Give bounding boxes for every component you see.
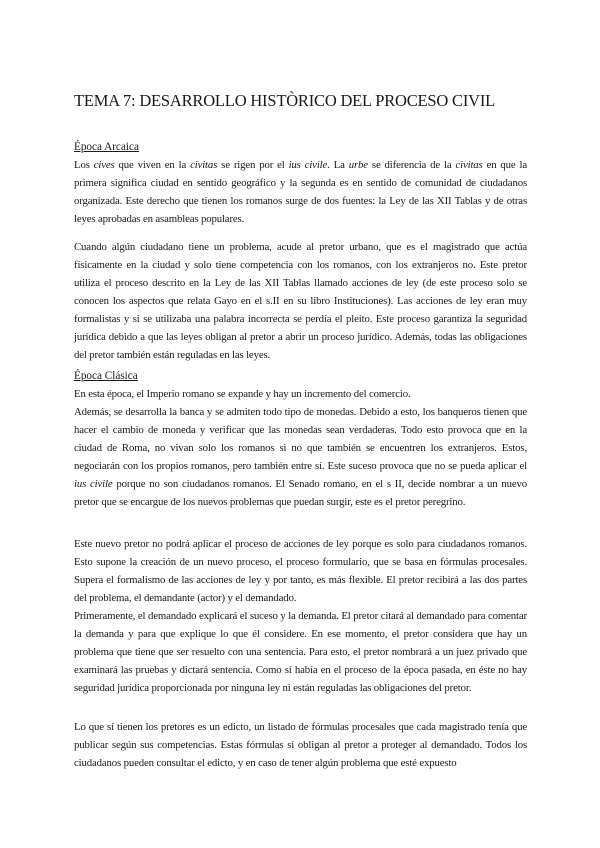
section-epoca-arcaica	[74, 138, 527, 228]
paragraph: Además, se desarrolla la banca y se admiten todo tipo de monedas. Debido a esto, los banqueros tienen que hacer el cambio de moneda y verificar que las monedas sean verdaderas. Todo esto provoca que en la ciudad de Roma, no vivan solo los romanos si no que también se encuentren los extranjeros. Estos, negociarán con los propios romanos, pero también entre sí. Este suceso provoca que no se pueda aplicar el ius civile porque no son ciudadanos romanos. El Senado romano, en el s II, decide nombrar a un nuevo pretor que se encargue de los nuevos problemas que puedan surgir, este es el pretor peregrino.	[74, 406, 527, 508]
paragraph-block	[74, 718, 527, 772]
page-title: TEMA 7: DESARROLLO HISTÒRICO DEL PROCESO CIVIL	[74, 91, 496, 110]
paragraph: En esta época, el Imperio romano se expande y hay un incremento del comercio.	[74, 388, 411, 400]
paragraph: Primeramente, el demandado explicará el suceso y la demanda. El pretor citará al demandado para comentar la demanda y para que explique lo que él considere. En ese momento, el pretor considera que hay un problema que tiene que ser resuelto con una sentencia. Para esto, el pretor nombrará a un juez privado que examinará las pruebas y dictará sentencia. Como sí había en el proceso de la época pasada, en éste no hay seguridad jurídica proporcionada por ninguna ley ni están reguladas las obligaciones del pretor.	[74, 610, 527, 694]
paragraph-block	[74, 238, 527, 364]
paragraph: Este nuevo pretor no podrá aplicar el proceso de acciones de ley porque es solo para ciudadanos romanos. Esto supone la creación de un nuevo proceso, el proceso formulario, que se basa en fórmulas procesales. Supera el formalismo de las acciones de ley y por tanto, es más flexible. El pretor recibirá a las dos partes del problema, el demandante (actor) y el demandado.	[74, 538, 527, 604]
paragraph: Lo que sí tienen los pretores es un edicto, un listado de fórmulas procesales que cada magistrado tenía que publicar según sus competencias. Estas fórmulas sí obligan al pretor a proteger al demandado. Todos los ciudadanos pueden consultar el edicto, y en caso de tener algún problema que esté expuesto	[74, 721, 527, 769]
section-heading: Época Clásica	[74, 370, 138, 382]
section-heading: Época Arcaica	[74, 141, 139, 153]
paragraph: Cuando algún ciudadano tiene un problema, acude al pretor urbano, que es el magistrado que actúa físicamente en la ciudad y solo tiene competencia con los romanos, con los extranjeros no. Este pretor utiliza el proceso descrito en la Ley de las XII Tablas llamado acciones de ley (de este proceso solo se conocen los aspectos que relata Gayo en el s.II en su libro Instituciones). Las acciones de ley eran muy formalistas y si se utilizaba una palabra incorrecta se perdía el pleito. Este proceso garantiza la seguridad jurídica debido a que las leyes obligan al pretor a abrir un proceso jurídico. Además, todas las obligaciones del pretor también están reguladas en las leyes.	[74, 241, 527, 361]
paragraph: Los cives que viven en la civitas se rigen por el ius civile. La urbe se diferencia de la civitas en que la primera significa ciudad en sentido geográfico y la segunda es en sentido de comunidad de ciudadanos organizada. Este derecho que tienen los romanos surge de dos fuentes: la Ley de las XII Tablas y de otras leyes aprobadas en asambleas populares.	[74, 159, 528, 225]
section-epoca-clasica	[74, 367, 527, 511]
paragraph-block	[74, 535, 527, 697]
